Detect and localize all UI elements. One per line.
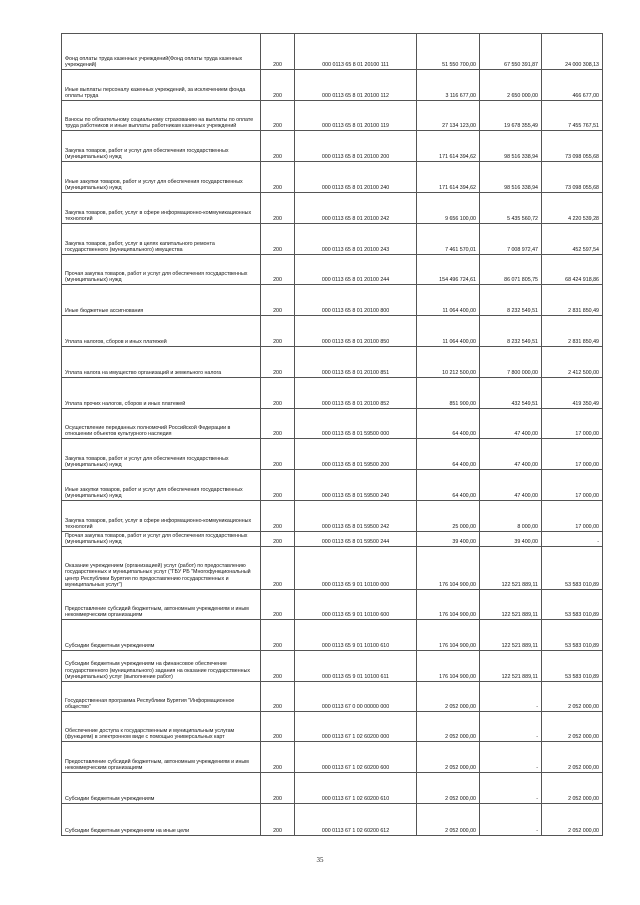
row-executed-amount-cell: - (480, 804, 542, 836)
row-budget-code-cell: 000 0113 65 8 01 20100 851 (295, 347, 417, 378)
row-approved-amount-cell: 51 550 700,00 (417, 34, 480, 70)
table-row (62, 255, 603, 285)
row-admin-code-cell: 200 (261, 255, 295, 285)
row-budget-code-cell: 000 0113 65 8 01 59500 000 (295, 409, 417, 439)
row-unexecuted-amount-cell: 2 831 850,49 (542, 316, 603, 347)
table-row (62, 224, 603, 255)
row-budget-code-cell: 000 0113 65 8 01 20100 111 (295, 34, 417, 70)
row-unexecuted-amount-cell: 17 000,00 (542, 439, 603, 470)
row-unexecuted-amount-cell: 73 098 055,68 (542, 131, 603, 162)
row-approved-amount-cell: 27 134 123,00 (417, 101, 480, 131)
row-budget-code-cell: 000 0113 65 9 01 10100 611 (295, 651, 417, 682)
table-row (62, 712, 603, 742)
row-admin-code-cell: 200 (261, 682, 295, 712)
row-approved-amount-cell: 10 212 500,00 (417, 347, 480, 378)
row-approved-amount-cell: 851 900,00 (417, 378, 480, 409)
row-executed-amount-cell: 47 400,00 (480, 470, 542, 501)
row-admin-code-cell: 200 (261, 439, 295, 470)
row-unexecuted-amount-cell: 17 000,00 (542, 470, 603, 501)
row-name-cell: Прочая закупка товаров, работ и услуг для обеспечения государственных (муниципальных) нужд (62, 255, 261, 285)
row-executed-amount-cell: 19 678 355,49 (480, 101, 542, 131)
row-name-cell: Иные бюджетные ассигнования (62, 285, 261, 316)
row-budget-code-cell: 000 0113 65 8 01 59500 240 (295, 470, 417, 501)
row-name-cell: Закупка товаров, работ, услуг в целях капитального ремонта государственного (муниципального) имущества (62, 224, 261, 255)
row-unexecuted-amount-cell: 419 350,49 (542, 378, 603, 409)
table-row (62, 682, 603, 712)
row-executed-amount-cell: - (480, 773, 542, 804)
row-admin-code-cell: 200 (261, 131, 295, 162)
table-row (62, 193, 603, 224)
row-approved-amount-cell: 2 052 000,00 (417, 804, 480, 836)
row-budget-code-cell: 000 0113 65 8 01 20100 852 (295, 378, 417, 409)
row-unexecuted-amount-cell: 17 000,00 (542, 501, 603, 532)
row-name-cell: Государственная программа Республики Бурятия "Информационное общество" (62, 682, 261, 712)
row-budget-code-cell: 000 0113 65 8 01 20100 850 (295, 316, 417, 347)
row-unexecuted-amount-cell: 2 052 000,00 (542, 773, 603, 804)
row-budget-code-cell: 000 0113 67 0 00 00000 000 (295, 682, 417, 712)
row-executed-amount-cell: 47 400,00 (480, 409, 542, 439)
row-budget-code-cell: 000 0113 65 8 01 59500 242 (295, 501, 417, 532)
row-approved-amount-cell: 39 400,00 (417, 532, 480, 547)
row-unexecuted-amount-cell: 2 052 000,00 (542, 742, 603, 773)
table-row (62, 651, 603, 682)
row-budget-code-cell: 000 0113 65 9 01 10100 600 (295, 590, 417, 620)
row-unexecuted-amount-cell: 4 220 539,28 (542, 193, 603, 224)
row-approved-amount-cell: 64 400,00 (417, 409, 480, 439)
row-approved-amount-cell: 3 116 677,00 (417, 70, 480, 101)
row-admin-code-cell: 200 (261, 378, 295, 409)
row-budget-code-cell: 000 0113 65 8 01 20100 112 (295, 70, 417, 101)
row-name-cell: Оказание учреждением (организацией) услуг (работ) по предоставлению государственных и муниципальных услуг ("ГБУ РБ "Многофункциональный центр Республики Бурятия по предоставлению государственных и муниципальных услуг") (62, 547, 261, 590)
row-admin-code-cell: 200 (261, 316, 295, 347)
table-row (62, 131, 603, 162)
row-approved-amount-cell: 9 656 100,00 (417, 193, 480, 224)
row-budget-code-cell: 000 0113 65 8 01 20100 243 (295, 224, 417, 255)
row-executed-amount-cell: 8 232 549,51 (480, 316, 542, 347)
table-row (62, 70, 603, 101)
row-name-cell: Субсидии бюджетным учреждениям на финансовое обеспечение государственного (муниципального) задания на оказание государственных (муниципальных) услуг (выполнение работ) (62, 651, 261, 682)
row-admin-code-cell: 200 (261, 409, 295, 439)
row-approved-amount-cell: 176 104 900,00 (417, 547, 480, 590)
row-executed-amount-cell: 47 400,00 (480, 439, 542, 470)
row-admin-code-cell: 200 (261, 501, 295, 532)
row-executed-amount-cell: 5 435 560,72 (480, 193, 542, 224)
row-admin-code-cell: 200 (261, 162, 295, 193)
row-approved-amount-cell: 11 064 400,00 (417, 316, 480, 347)
row-unexecuted-amount-cell: 2 412 500,00 (542, 347, 603, 378)
row-budget-code-cell: 000 0113 65 9 01 10100 000 (295, 547, 417, 590)
row-unexecuted-amount-cell: 53 583 010,89 (542, 620, 603, 651)
table-row (62, 347, 603, 378)
row-approved-amount-cell: 2 052 000,00 (417, 682, 480, 712)
row-admin-code-cell: 200 (261, 224, 295, 255)
row-approved-amount-cell: 176 104 900,00 (417, 590, 480, 620)
row-name-cell: Уплата налога на имущество организаций и земельного налога (62, 347, 261, 378)
table-row (62, 101, 603, 131)
table-row (62, 34, 603, 70)
row-budget-code-cell: 000 0113 67 1 02 60200 612 (295, 804, 417, 836)
table-row (62, 620, 603, 651)
row-approved-amount-cell: 7 461 570,01 (417, 224, 480, 255)
row-approved-amount-cell: 2 052 000,00 (417, 742, 480, 773)
row-executed-amount-cell: 7 800 000,00 (480, 347, 542, 378)
table-row (62, 547, 603, 590)
row-executed-amount-cell: 67 550 391,87 (480, 34, 542, 70)
table-row (62, 804, 603, 836)
row-admin-code-cell: 200 (261, 742, 295, 773)
row-budget-code-cell: 000 0113 67 1 02 60200 600 (295, 742, 417, 773)
row-admin-code-cell: 200 (261, 773, 295, 804)
row-admin-code-cell: 200 (261, 193, 295, 224)
row-unexecuted-amount-cell: 466 677,00 (542, 70, 603, 101)
row-name-cell: Предоставление субсидий бюджетным, автономным учреждениям и иным некоммерческим организациям (62, 590, 261, 620)
row-approved-amount-cell: 176 104 900,00 (417, 651, 480, 682)
row-budget-code-cell: 000 0113 65 8 01 20100 200 (295, 131, 417, 162)
row-name-cell: Обеспечение доступа к государственным и муниципальным услугам (функциям) в электронном виде с помощью универсальных карт (62, 712, 261, 742)
row-admin-code-cell: 200 (261, 547, 295, 590)
row-admin-code-cell: 200 (261, 470, 295, 501)
row-name-cell: Субсидии бюджетным учреждениям (62, 773, 261, 804)
row-executed-amount-cell: 122 521 889,11 (480, 651, 542, 682)
row-name-cell: Субсидии бюджетным учреждениям (62, 620, 261, 651)
row-budget-code-cell: 000 0113 67 1 02 60200 610 (295, 773, 417, 804)
row-budget-code-cell: 000 0113 65 8 01 20100 242 (295, 193, 417, 224)
table-row (62, 285, 603, 316)
row-name-cell: Иные закупки товаров, работ и услуг для обеспечения государственных (муниципальных) нужд (62, 162, 261, 193)
row-executed-amount-cell: 122 521 889,11 (480, 620, 542, 651)
row-unexecuted-amount-cell: 452 597,54 (542, 224, 603, 255)
row-budget-code-cell: 000 0113 65 9 01 10100 610 (295, 620, 417, 651)
row-budget-code-cell: 000 0113 67 1 02 60200 000 (295, 712, 417, 742)
row-budget-code-cell: 000 0113 65 8 01 59500 200 (295, 439, 417, 470)
row-name-cell: Уплата прочих налогов, сборов и иных платежей (62, 378, 261, 409)
row-approved-amount-cell: 64 400,00 (417, 470, 480, 501)
table-body (62, 34, 603, 836)
row-name-cell: Иные закупки товаров, работ и услуг для обеспечения государственных (муниципальных) нужд (62, 470, 261, 501)
table-row (62, 316, 603, 347)
row-name-cell: Взносы по обязательному социальному страхованию на выплаты по оплате труда работников и иные выплаты работникам казенных учреждений (62, 101, 261, 131)
budget-table (61, 33, 603, 836)
row-approved-amount-cell: 25 000,00 (417, 501, 480, 532)
table-row (62, 162, 603, 193)
row-name-cell: Осуществление переданных полномочий Российской Федерации в отношении объектов культурного наследия (62, 409, 261, 439)
row-budget-code-cell: 000 0113 65 8 01 59500 244 (295, 532, 417, 547)
row-name-cell: Фонд оплаты труда казенных учреждений(Фонд оплаты труда казенных учреждений) (62, 34, 261, 70)
row-approved-amount-cell: 64 400,00 (417, 439, 480, 470)
row-executed-amount-cell: 122 521 889,11 (480, 547, 542, 590)
row-admin-code-cell: 200 (261, 620, 295, 651)
row-unexecuted-amount-cell: 68 424 918,86 (542, 255, 603, 285)
row-executed-amount-cell: 432 549,51 (480, 378, 542, 409)
row-admin-code-cell: 200 (261, 70, 295, 101)
row-budget-code-cell: 000 0113 65 8 01 20100 244 (295, 255, 417, 285)
row-executed-amount-cell: 7 008 972,47 (480, 224, 542, 255)
row-name-cell: Прочая закупка товаров, работ и услуг для обеспечения государственных (муниципальных) нужд (62, 532, 261, 547)
table-row (62, 501, 603, 532)
row-unexecuted-amount-cell: 7 455 767,51 (542, 101, 603, 131)
row-executed-amount-cell: 2 650 000,00 (480, 70, 542, 101)
row-name-cell: Закупка товаров, работ, услуг в сфере информационно-коммуникационных технологий (62, 501, 261, 532)
row-unexecuted-amount-cell: 2 052 000,00 (542, 804, 603, 836)
row-name-cell: Закупка товаров, работ и услуг для обеспечения государственных (муниципальных) нужд (62, 439, 261, 470)
row-executed-amount-cell: - (480, 742, 542, 773)
table-row (62, 439, 603, 470)
row-budget-code-cell: 000 0113 65 8 01 20100 800 (295, 285, 417, 316)
row-executed-amount-cell: 98 516 338,94 (480, 131, 542, 162)
table-row (62, 590, 603, 620)
row-unexecuted-amount-cell: 53 583 010,89 (542, 651, 603, 682)
row-name-cell: Предоставление субсидий бюджетным, автономным учреждениям и иным некоммерческим организациям (62, 742, 261, 773)
table-row (62, 409, 603, 439)
row-unexecuted-amount-cell: 53 583 010,89 (542, 547, 603, 590)
row-admin-code-cell: 200 (261, 101, 295, 131)
row-admin-code-cell: 200 (261, 285, 295, 316)
row-approved-amount-cell: 171 614 394,62 (417, 162, 480, 193)
row-executed-amount-cell: 98 516 338,94 (480, 162, 542, 193)
row-name-cell: Субсидии бюджетным учреждениям на иные цели (62, 804, 261, 836)
row-name-cell: Закупка товаров, работ и услуг для обеспечения государственных (муниципальных) нужд (62, 131, 261, 162)
row-admin-code-cell: 200 (261, 712, 295, 742)
row-unexecuted-amount-cell: 53 583 010,89 (542, 590, 603, 620)
row-name-cell: Уплата налогов, сборов и иных платежей (62, 316, 261, 347)
row-executed-amount-cell: - (480, 682, 542, 712)
row-name-cell: Закупка товаров, работ, услуг в сфере информационно-коммуникационных технологий (62, 193, 261, 224)
row-approved-amount-cell: 154 496 724,61 (417, 255, 480, 285)
row-executed-amount-cell: 86 071 805,75 (480, 255, 542, 285)
row-budget-code-cell: 000 0113 65 8 01 20100 240 (295, 162, 417, 193)
table-row (62, 378, 603, 409)
table-row (62, 773, 603, 804)
row-executed-amount-cell: 8 000,00 (480, 501, 542, 532)
row-unexecuted-amount-cell: 2 831 850,49 (542, 285, 603, 316)
row-unexecuted-amount-cell: 2 052 000,00 (542, 682, 603, 712)
page-number: 35 (316, 856, 324, 864)
row-admin-code-cell: 200 (261, 651, 295, 682)
table-row (62, 742, 603, 773)
row-approved-amount-cell: 171 614 394,62 (417, 131, 480, 162)
row-unexecuted-amount-cell: 24 000 308,13 (542, 34, 603, 70)
row-unexecuted-amount-cell: 73 098 055,68 (542, 162, 603, 193)
row-admin-code-cell: 200 (261, 34, 295, 70)
row-budget-code-cell: 000 0113 65 8 01 20100 119 (295, 101, 417, 131)
row-approved-amount-cell: 11 064 400,00 (417, 285, 480, 316)
row-executed-amount-cell: 8 232 549,51 (480, 285, 542, 316)
row-approved-amount-cell: 2 052 000,00 (417, 773, 480, 804)
row-executed-amount-cell: 39 400,00 (480, 532, 542, 547)
row-unexecuted-amount-cell: 17 000,00 (542, 409, 603, 439)
row-unexecuted-amount-cell: 2 052 000,00 (542, 712, 603, 742)
table-row (62, 532, 603, 547)
row-admin-code-cell: 200 (261, 804, 295, 836)
row-unexecuted-amount-cell: - (542, 532, 603, 547)
row-name-cell: Иные выплаты персоналу казенных учреждений, за исключением фонда оплаты труда (62, 70, 261, 101)
row-admin-code-cell: 200 (261, 532, 295, 547)
row-approved-amount-cell: 2 052 000,00 (417, 712, 480, 742)
row-approved-amount-cell: 176 104 900,00 (417, 620, 480, 651)
table-row (62, 470, 603, 501)
row-admin-code-cell: 200 (261, 590, 295, 620)
row-executed-amount-cell: 122 521 889,11 (480, 590, 542, 620)
row-executed-amount-cell: - (480, 712, 542, 742)
row-admin-code-cell: 200 (261, 347, 295, 378)
